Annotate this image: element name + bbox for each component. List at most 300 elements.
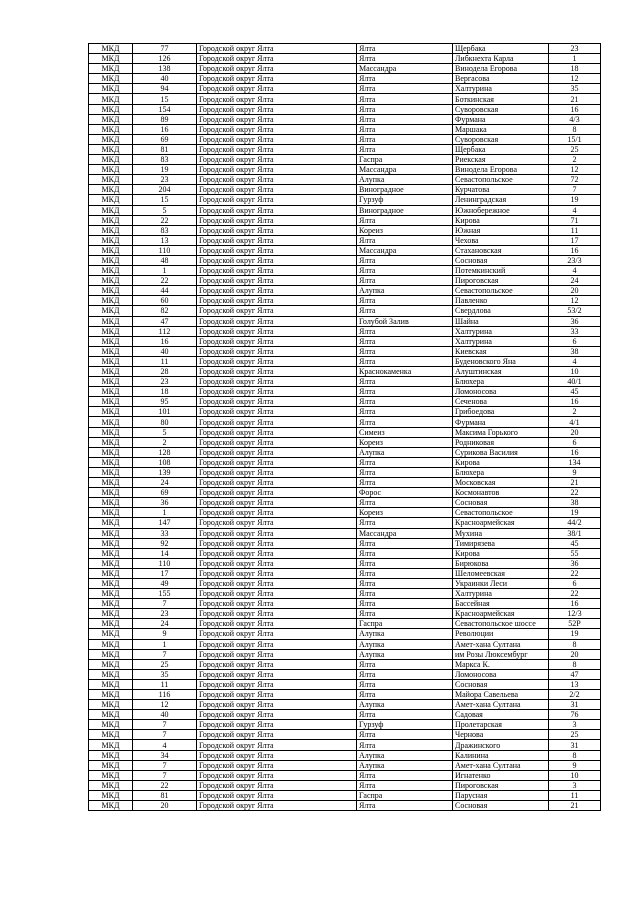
table-row — [89, 74, 601, 84]
municipality-cell: Городской округ Ялта — [197, 74, 357, 84]
table-row — [89, 417, 601, 427]
street-cell: Сосновая — [453, 679, 549, 689]
house-number-cell: 12 — [549, 74, 601, 84]
locality-cell: Ялта — [357, 94, 453, 104]
locality-cell: Ялта — [357, 478, 453, 488]
registry-number-cell: 15 — [133, 94, 197, 104]
locality-cell: Алупка — [357, 639, 453, 649]
house-number-cell: 11 — [549, 225, 601, 235]
municipality-cell: Городской округ Ялта — [197, 316, 357, 326]
locality-cell: Ялта — [357, 54, 453, 64]
building-type-cell: МКД — [89, 185, 133, 195]
building-type-cell: МКД — [89, 720, 133, 730]
building-type-cell: МКД — [89, 790, 133, 800]
house-number-cell: 6 — [549, 336, 601, 346]
registry-number-cell: 110 — [133, 558, 197, 568]
registry-number-cell: 108 — [133, 457, 197, 467]
house-number-cell: 47 — [549, 669, 601, 679]
building-type-cell: МКД — [89, 619, 133, 629]
registry-number-cell: 47 — [133, 316, 197, 326]
building-type-cell: МКД — [89, 377, 133, 387]
municipality-cell: Городской округ Ялта — [197, 518, 357, 528]
locality-cell: Гурзуф — [357, 720, 453, 730]
locality-cell: Кореиз — [357, 508, 453, 518]
municipality-cell: Городской округ Ялта — [197, 568, 357, 578]
street-cell: Максима Горького — [453, 427, 549, 437]
table-row — [89, 629, 601, 639]
locality-cell: Ялта — [357, 336, 453, 346]
table-row — [89, 134, 601, 144]
house-number-cell: 2 — [549, 155, 601, 165]
registry-number-cell: 7 — [133, 720, 197, 730]
locality-cell: Ялта — [357, 306, 453, 316]
table-row — [89, 377, 601, 387]
locality-cell: Ялта — [357, 377, 453, 387]
locality-cell: Ялта — [357, 144, 453, 154]
house-number-cell: 22 — [549, 488, 601, 498]
building-type-cell: МКД — [89, 144, 133, 154]
street-cell: Потемкинский — [453, 266, 549, 276]
house-number-cell: 12 — [549, 296, 601, 306]
street-cell: Грибоедова — [453, 407, 549, 417]
registry-number-cell: 81 — [133, 144, 197, 154]
locality-cell: Ялта — [357, 548, 453, 558]
street-cell: Кирова — [453, 548, 549, 558]
house-number-cell: 31 — [549, 740, 601, 750]
municipality-cell: Городской округ Ялта — [197, 457, 357, 467]
building-type-cell: МКД — [89, 266, 133, 276]
table-row — [89, 407, 601, 417]
house-number-cell: 16 — [549, 104, 601, 114]
table-row — [89, 387, 601, 397]
street-cell: Либкнехта Карла — [453, 54, 549, 64]
locality-cell: Кореиз — [357, 225, 453, 235]
registry-number-cell: 25 — [133, 659, 197, 669]
street-cell: Буденовского Яна — [453, 356, 549, 366]
building-type-cell: МКД — [89, 235, 133, 245]
municipality-cell: Городской округ Ялта — [197, 266, 357, 276]
building-type-cell: МКД — [89, 74, 133, 84]
house-number-cell: 40/1 — [549, 377, 601, 387]
street-cell: Сосновая — [453, 801, 549, 811]
building-type-cell: МКД — [89, 367, 133, 377]
building-type-cell: МКД — [89, 387, 133, 397]
registry-number-cell: 83 — [133, 155, 197, 165]
registry-number-cell: 19 — [133, 165, 197, 175]
municipality-cell: Городской округ Ялта — [197, 649, 357, 659]
house-number-cell: 2/2 — [549, 690, 601, 700]
municipality-cell: Городской округ Ялта — [197, 589, 357, 599]
municipality-cell: Городской округ Ялта — [197, 427, 357, 437]
registry-number-cell: 139 — [133, 467, 197, 477]
municipality-cell: Городской округ Ялта — [197, 558, 357, 568]
building-type-cell: МКД — [89, 175, 133, 185]
table-row — [89, 185, 601, 195]
street-cell: Бирюкова — [453, 558, 549, 568]
street-cell: Красноармейская — [453, 609, 549, 619]
locality-cell: Ялта — [357, 457, 453, 467]
street-cell: Красноармейская — [453, 518, 549, 528]
municipality-cell: Городской округ Ялта — [197, 205, 357, 215]
building-type-cell: МКД — [89, 44, 133, 54]
street-cell: Суворовская — [453, 134, 549, 144]
house-number-cell: 6 — [549, 437, 601, 447]
table-row — [89, 488, 601, 498]
street-cell: Севастопольское — [453, 508, 549, 518]
locality-cell: Алупка — [357, 629, 453, 639]
municipality-cell: Городской округ Ялта — [197, 387, 357, 397]
building-type-cell: МКД — [89, 467, 133, 477]
building-type-cell: МКД — [89, 114, 133, 124]
street-cell: Севастопольское — [453, 175, 549, 185]
municipality-cell: Городской округ Ялта — [197, 346, 357, 356]
table-row — [89, 84, 601, 94]
municipality-cell: Городской округ Ялта — [197, 64, 357, 74]
locality-cell: Гурзуф — [357, 195, 453, 205]
street-cell: Блюхера — [453, 377, 549, 387]
municipality-cell: Городской округ Ялта — [197, 478, 357, 488]
building-type-cell: МКД — [89, 780, 133, 790]
street-cell: Фурмана — [453, 114, 549, 124]
registry-number-cell: 154 — [133, 104, 197, 114]
municipality-cell: Городской округ Ялта — [197, 306, 357, 316]
building-type-cell: МКД — [89, 417, 133, 427]
house-number-cell: 24 — [549, 276, 601, 286]
locality-cell: Ялта — [357, 356, 453, 366]
building-type-cell: МКД — [89, 649, 133, 659]
building-type-cell: МКД — [89, 54, 133, 64]
registry-number-cell: 48 — [133, 255, 197, 265]
municipality-cell: Городской округ Ялта — [197, 44, 357, 54]
locality-cell: Краснокаменка — [357, 367, 453, 377]
locality-cell: Ялта — [357, 780, 453, 790]
house-number-cell: 76 — [549, 710, 601, 720]
building-type-cell: МКД — [89, 215, 133, 225]
building-type-cell: МКД — [89, 255, 133, 265]
municipality-cell: Городской округ Ялта — [197, 679, 357, 689]
registry-number-cell: 7 — [133, 599, 197, 609]
locality-cell: Виноградное — [357, 185, 453, 195]
registry-number-cell: 116 — [133, 690, 197, 700]
street-cell: Революции — [453, 629, 549, 639]
municipality-cell: Городской округ Ялта — [197, 185, 357, 195]
registry-number-cell: 5 — [133, 205, 197, 215]
locality-cell: Ялта — [357, 114, 453, 124]
building-registry-table — [88, 43, 601, 811]
registry-number-cell: 147 — [133, 518, 197, 528]
house-number-cell: 10 — [549, 770, 601, 780]
street-cell: Калинина — [453, 750, 549, 760]
municipality-cell: Городской округ Ялта — [197, 367, 357, 377]
house-number-cell: 21 — [549, 478, 601, 488]
table-row — [89, 427, 601, 437]
house-number-cell: 12 — [549, 165, 601, 175]
building-type-cell: МКД — [89, 568, 133, 578]
building-type-cell: МКД — [89, 245, 133, 255]
table-row — [89, 770, 601, 780]
house-number-cell: 23 — [549, 44, 601, 54]
municipality-cell: Городской округ Ялта — [197, 235, 357, 245]
table-row — [89, 276, 601, 286]
street-cell: Фурмана — [453, 417, 549, 427]
street-cell: Майора Савельева — [453, 690, 549, 700]
municipality-cell: Городской округ Ялта — [197, 508, 357, 518]
registry-number-cell: 35 — [133, 669, 197, 679]
building-type-cell: МКД — [89, 427, 133, 437]
municipality-cell: Городской округ Ялта — [197, 639, 357, 649]
locality-cell: Ялта — [357, 599, 453, 609]
municipality-cell: Городской округ Ялта — [197, 548, 357, 558]
house-number-cell: 20 — [549, 286, 601, 296]
building-type-cell: МКД — [89, 518, 133, 528]
registry-number-cell: 81 — [133, 790, 197, 800]
municipality-cell: Городской округ Ялта — [197, 417, 357, 427]
house-number-cell: 38 — [549, 346, 601, 356]
table-row — [89, 790, 601, 800]
street-cell: Южнобережное — [453, 205, 549, 215]
registry-number-cell: 40 — [133, 346, 197, 356]
table-row — [89, 397, 601, 407]
municipality-cell: Городской округ Ялта — [197, 356, 357, 366]
registry-number-cell: 126 — [133, 54, 197, 64]
building-type-cell: МКД — [89, 750, 133, 760]
locality-cell: Массандра — [357, 64, 453, 74]
municipality-cell: Городской округ Ялта — [197, 84, 357, 94]
table-row — [89, 367, 601, 377]
locality-cell: Ялта — [357, 215, 453, 225]
street-cell: Павленко — [453, 296, 549, 306]
registry-number-cell: 80 — [133, 417, 197, 427]
table-row — [89, 619, 601, 629]
building-type-cell: МКД — [89, 165, 133, 175]
house-number-cell: 134 — [549, 457, 601, 467]
house-number-cell: 33 — [549, 326, 601, 336]
street-cell: Амет-хана Султана — [453, 760, 549, 770]
house-number-cell: 9 — [549, 467, 601, 477]
building-type-cell: МКД — [89, 710, 133, 720]
table-row — [89, 235, 601, 245]
table-row — [89, 750, 601, 760]
building-type-cell: МКД — [89, 134, 133, 144]
registry-number-cell: 13 — [133, 235, 197, 245]
street-cell: Кирова — [453, 215, 549, 225]
municipality-cell: Городской округ Ялта — [197, 629, 357, 639]
municipality-cell: Городской округ Ялта — [197, 770, 357, 780]
house-number-cell: 2 — [549, 407, 601, 417]
house-number-cell: 72 — [549, 175, 601, 185]
street-cell: Чернова — [453, 730, 549, 740]
municipality-cell: Городской округ Ялта — [197, 377, 357, 387]
locality-cell: Ялта — [357, 235, 453, 245]
table-row — [89, 710, 601, 720]
building-type-cell: МКД — [89, 488, 133, 498]
table-row — [89, 245, 601, 255]
house-number-cell: 16 — [549, 245, 601, 255]
municipality-cell: Городской округ Ялта — [197, 286, 357, 296]
locality-cell: Ялта — [357, 387, 453, 397]
table-row — [89, 326, 601, 336]
municipality-cell: Городской округ Ялта — [197, 397, 357, 407]
house-number-cell: 11 — [549, 790, 601, 800]
table-row — [89, 346, 601, 356]
registry-number-cell: 69 — [133, 488, 197, 498]
building-type-cell: МКД — [89, 578, 133, 588]
municipality-cell: Городской округ Ялта — [197, 144, 357, 154]
locality-cell: Ялта — [357, 730, 453, 740]
locality-cell: Ялта — [357, 467, 453, 477]
municipality-cell: Городской округ Ялта — [197, 104, 357, 114]
municipality-cell: Городской округ Ялта — [197, 599, 357, 609]
municipality-cell: Городской округ Ялта — [197, 94, 357, 104]
table-row — [89, 599, 601, 609]
registry-number-cell: 82 — [133, 306, 197, 316]
street-cell: Киевская — [453, 346, 549, 356]
table-row — [89, 266, 601, 276]
street-cell: Мухина — [453, 528, 549, 538]
municipality-cell: Городской округ Ялта — [197, 498, 357, 508]
table-row — [89, 215, 601, 225]
table-row — [89, 568, 601, 578]
table-row — [89, 740, 601, 750]
street-cell: Ломоносова — [453, 669, 549, 679]
registry-number-cell: 23 — [133, 175, 197, 185]
building-type-cell: МКД — [89, 457, 133, 467]
building-type-cell: МКД — [89, 498, 133, 508]
locality-cell: Алупка — [357, 286, 453, 296]
building-type-cell: МКД — [89, 589, 133, 599]
locality-cell: Ялта — [357, 801, 453, 811]
street-cell: Парусная — [453, 790, 549, 800]
table-row — [89, 165, 601, 175]
street-cell: Родниковая — [453, 437, 549, 447]
house-number-cell: 8 — [549, 750, 601, 760]
street-cell: Алуштинская — [453, 367, 549, 377]
locality-cell: Ялта — [357, 740, 453, 750]
house-number-cell: 4 — [549, 266, 601, 276]
street-cell: Боткинская — [453, 94, 549, 104]
municipality-cell: Городской округ Ялта — [197, 195, 357, 205]
house-number-cell: 38 — [549, 498, 601, 508]
registry-number-cell: 89 — [133, 114, 197, 124]
table-row — [89, 205, 601, 215]
table-row — [89, 316, 601, 326]
building-type-cell: МКД — [89, 155, 133, 165]
house-number-cell: 22 — [549, 589, 601, 599]
locality-cell: Гаспра — [357, 619, 453, 629]
registry-number-cell: 28 — [133, 367, 197, 377]
house-number-cell: 17 — [549, 235, 601, 245]
registry-number-cell: 60 — [133, 296, 197, 306]
table-row — [89, 195, 601, 205]
municipality-cell: Городской округ Ялта — [197, 488, 357, 498]
street-cell: Севастопольское шоссе — [453, 619, 549, 629]
building-type-cell: МКД — [89, 195, 133, 205]
municipality-cell: Городской округ Ялта — [197, 720, 357, 730]
registry-number-cell: 18 — [133, 387, 197, 397]
street-cell: Халтурина — [453, 589, 549, 599]
table-row — [89, 498, 601, 508]
registry-number-cell: 16 — [133, 124, 197, 134]
registry-number-cell: 155 — [133, 589, 197, 599]
building-type-cell: МКД — [89, 770, 133, 780]
municipality-cell: Городской округ Ялта — [197, 538, 357, 548]
table-row — [89, 104, 601, 114]
locality-cell: Ялта — [357, 518, 453, 528]
building-type-cell: МКД — [89, 346, 133, 356]
house-number-cell: 1 — [549, 54, 601, 64]
locality-cell: Ялта — [357, 538, 453, 548]
locality-cell: Ялта — [357, 578, 453, 588]
house-number-cell: 44/2 — [549, 518, 601, 528]
table-row — [89, 639, 601, 649]
registry-number-cell: 40 — [133, 710, 197, 720]
registry-number-cell: 34 — [133, 750, 197, 760]
house-number-cell: 4 — [549, 356, 601, 366]
registry-number-cell: 77 — [133, 44, 197, 54]
street-cell: Украинки Леси — [453, 578, 549, 588]
table-row — [89, 114, 601, 124]
street-cell: Садовая — [453, 710, 549, 720]
locality-cell: Ялта — [357, 407, 453, 417]
registry-number-cell: 24 — [133, 619, 197, 629]
locality-cell: Гаспра — [357, 790, 453, 800]
street-cell: Пироговская — [453, 276, 549, 286]
locality-cell: Массандра — [357, 165, 453, 175]
house-number-cell: 13 — [549, 679, 601, 689]
table-row — [89, 578, 601, 588]
municipality-cell: Городской округ Ялта — [197, 760, 357, 770]
street-cell: Сосновая — [453, 255, 549, 265]
locality-cell: Ялта — [357, 669, 453, 679]
registry-number-cell: 204 — [133, 185, 197, 195]
table-row — [89, 296, 601, 306]
locality-cell: Гаспра — [357, 155, 453, 165]
house-number-cell: 4/3 — [549, 114, 601, 124]
street-cell: Кирова — [453, 457, 549, 467]
table-row — [89, 548, 601, 558]
registry-number-cell: 49 — [133, 578, 197, 588]
locality-cell: Массандра — [357, 528, 453, 538]
house-number-cell: 15/1 — [549, 134, 601, 144]
municipality-cell: Городской округ Ялта — [197, 245, 357, 255]
locality-cell: Симеиз — [357, 427, 453, 437]
table-row — [89, 780, 601, 790]
registry-number-cell: 7 — [133, 649, 197, 659]
table-row — [89, 124, 601, 134]
municipality-cell: Городской округ Ялта — [197, 326, 357, 336]
table-row — [89, 679, 601, 689]
building-type-cell: МКД — [89, 356, 133, 366]
registry-number-cell: 4 — [133, 740, 197, 750]
building-type-cell: МКД — [89, 124, 133, 134]
municipality-cell: Городской округ Ялта — [197, 801, 357, 811]
house-number-cell: 52Р — [549, 619, 601, 629]
street-cell: Щербака — [453, 144, 549, 154]
locality-cell: Ялта — [357, 346, 453, 356]
table-row — [89, 538, 601, 548]
registry-number-cell: 36 — [133, 498, 197, 508]
street-cell: Блюхера — [453, 467, 549, 477]
table-row — [89, 44, 601, 54]
street-cell: Сосновая — [453, 498, 549, 508]
table-row — [89, 54, 601, 64]
locality-cell: Ялта — [357, 498, 453, 508]
locality-cell: Ялта — [357, 104, 453, 114]
municipality-cell: Городской округ Ялта — [197, 619, 357, 629]
building-type-cell: МКД — [89, 286, 133, 296]
house-number-cell: 8 — [549, 124, 601, 134]
municipality-cell: Городской округ Ялта — [197, 750, 357, 760]
